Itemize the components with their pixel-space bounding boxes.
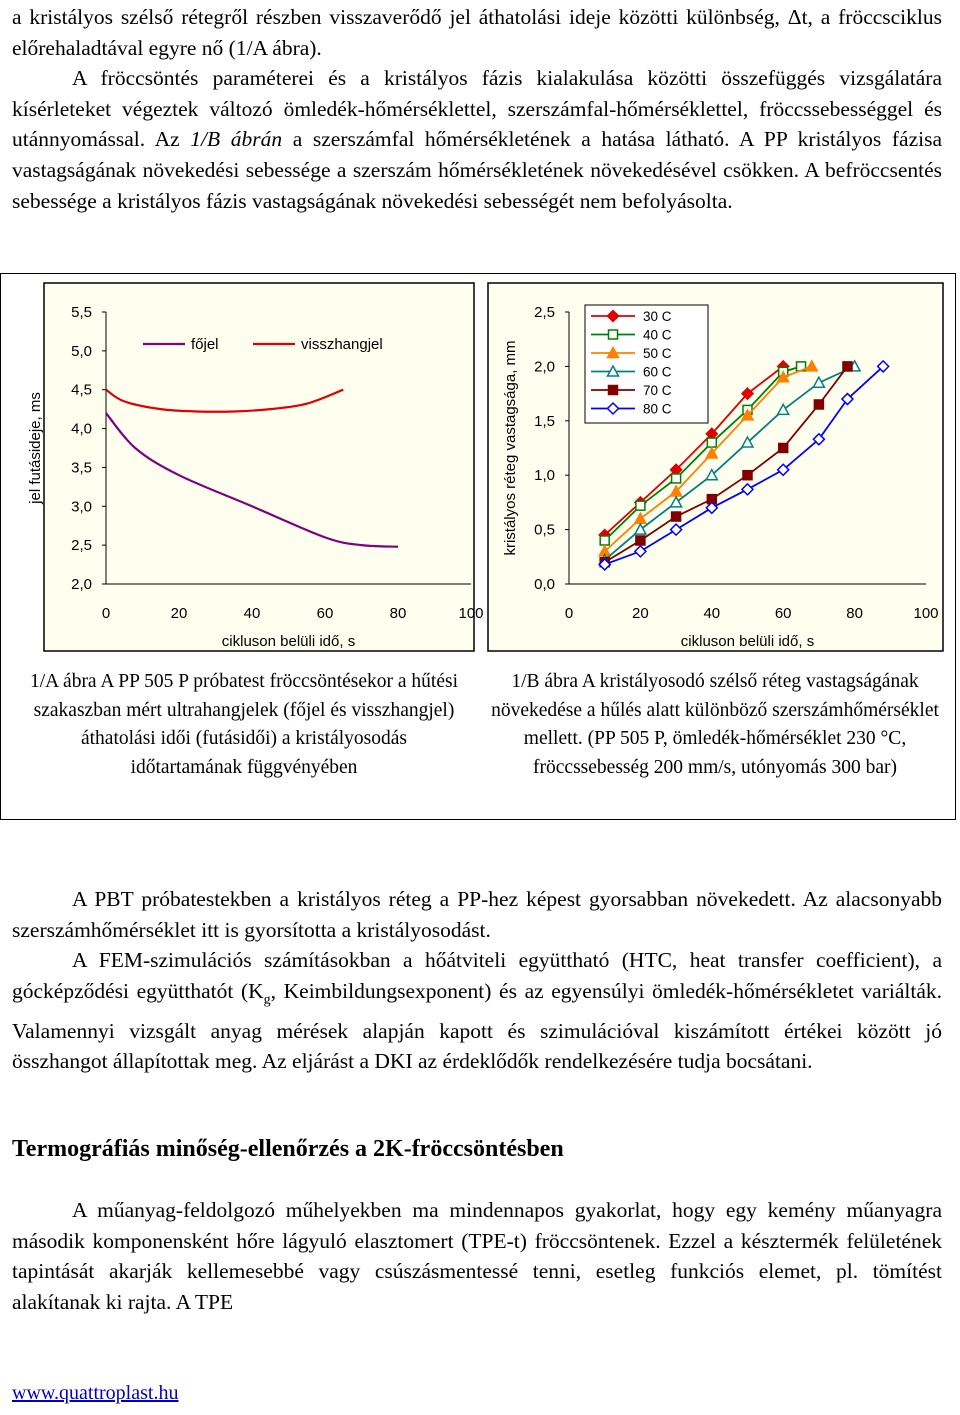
x-tick-label: 100 bbox=[913, 605, 939, 622]
legend bbox=[585, 305, 708, 423]
y-tick-label: 5,0 bbox=[71, 342, 92, 360]
data-point bbox=[779, 444, 788, 453]
section-heading: Termográfiás minőség-ellenőrzés a 2K-fröccsöntésben bbox=[12, 1136, 564, 1162]
x-tick-label: 60 bbox=[316, 605, 334, 622]
data-point bbox=[609, 386, 618, 395]
website-link[interactable]: www.quattroplast.hu bbox=[12, 1382, 179, 1404]
data-point bbox=[636, 536, 645, 545]
chart-background bbox=[488, 283, 943, 651]
data-point bbox=[672, 512, 681, 521]
paragraph-4: A FEM-szimulációs számításokban a hőátviteli együttható (HTC, heat transfer coefficient), a gócképződési együtthatót ($K_g$, Keimbildungsexponent) és az egyensúlyi ömledék-hőmérsékletet variálták. Valamennyi vizsgált anyag mérések alapján kapott és szimulációval kiszámított értékei között jó összhangot állapítottak meg. Az eljárást a DKI az érdeklődők rendelkezésére tudja bocsátani. bbox=[12, 948, 942, 1074]
figure-a-caption: 1/A ábra A PP 505 P próbatest fröccsöntésekor a hűtési szakaszban mért ultrahangjelek (főjel és visszhangjel) áthatolási idői (futásidői) a kristályosodás időtartamának függvényében bbox=[29, 671, 459, 778]
legend-label: főjel bbox=[191, 336, 219, 353]
data-point bbox=[814, 400, 823, 409]
x-tick-label: 40 bbox=[703, 605, 721, 622]
y-tick-label: 2,0 bbox=[534, 358, 555, 376]
y-axis-label: kristályos réteg vastagsága, mm bbox=[502, 340, 519, 556]
y-tick-label: 2,0 bbox=[71, 576, 92, 593]
chart-b bbox=[485, 280, 947, 655]
legend-label: 60 C bbox=[643, 364, 672, 380]
paragraph-1: a kristályos szélső rétegről részben visszaverődő jel áthatolási ideje közötti különbség, Δt, a fröccsciklus előrehaladtával egyre nő (1/A ábra). bbox=[12, 5, 942, 60]
x-tick-label: 100 bbox=[458, 605, 484, 622]
data-point bbox=[843, 362, 852, 371]
x-tick-label: 0 bbox=[564, 605, 574, 622]
legend-label: 40 C bbox=[643, 327, 672, 343]
x-tick-label: 40 bbox=[243, 605, 261, 622]
y-tick-label: 2,5 bbox=[71, 537, 92, 555]
figure-reference: 1/B ábrán bbox=[190, 127, 283, 152]
data-point bbox=[600, 536, 609, 545]
body-text bbox=[12, 884, 942, 1077]
chart-background bbox=[44, 283, 474, 651]
legend-label: 50 C bbox=[643, 346, 672, 361]
y-tick-label: 2,5 bbox=[534, 304, 555, 321]
section-text bbox=[12, 1195, 942, 1317]
data-point bbox=[743, 471, 752, 480]
data-point bbox=[672, 474, 681, 483]
x-tick-label: 20 bbox=[170, 605, 188, 622]
x-tick-label: 0 bbox=[101, 605, 111, 622]
x-tick-label: 60 bbox=[774, 605, 792, 622]
paragraph-5: A műanyag-feldolgozó műhelyekben ma mindennapos gyakorlat, hogy egy kemény műanyagra második komponensként hőre lágyuló elasztomert (TPE-t) fröccsöntenek. Ezzel a késztermék felületének tapintását akarják kellemesebbé vagy csúszásmentessé tenni, esetleg funkciós elemet, pl. tömítést alakítanak ki rajta. A TPE bbox=[12, 1198, 942, 1314]
x-axis-label: cikluson belüli idő, s bbox=[680, 633, 815, 650]
legend-label: 70 C bbox=[643, 383, 672, 398]
figure-b-caption: 1/B ábra A kristályosodó szélső réteg vastagságának növekedése a hűlés alatt különböző szerszámhőmérséklet mellett. (PP 505 P, ömledék-hőmérséklet 230 °C, fröccssebesség 200 mm/s, utónyomás 300 bar) bbox=[491, 671, 939, 778]
y-tick-label: 4,0 bbox=[71, 420, 92, 438]
y-tick-label: 1,0 bbox=[534, 467, 555, 485]
x-tick-label: 80 bbox=[846, 605, 863, 622]
data-point bbox=[636, 501, 645, 510]
y-axis-label: jel futásideje, ms bbox=[27, 392, 44, 504]
x-tick-label: 20 bbox=[632, 605, 649, 622]
y-tick-label: 0,0 bbox=[534, 576, 555, 593]
y-tick-label: 3,0 bbox=[71, 498, 92, 516]
x-axis-label: cikluson belüli idő, s bbox=[221, 633, 356, 650]
data-point bbox=[609, 330, 618, 339]
paragraph-3: A PBT próbatestekben a kristályos réteg a PP-hez képest gyorsabban növekedett. Az alacsonyabb szerszámhőmérséklet itt is gyorsította a kristályosodást. bbox=[12, 887, 942, 942]
legend-label: 30 C bbox=[643, 309, 672, 324]
chart-a bbox=[18, 280, 484, 655]
y-tick-label: 3,5 bbox=[71, 459, 92, 477]
legend-label: visszhangjel bbox=[301, 336, 383, 353]
y-tick-label: 5,5 bbox=[71, 304, 92, 321]
legend-label: 80 C bbox=[643, 401, 672, 417]
y-tick-label: 4,5 bbox=[71, 381, 92, 399]
paragraph-2: A fröccsöntés paraméterei és a kristályos fázis kialakulása közötti összefüggés vizsgálatára kísérleteket végeztek változó ömledék-hőmérséklettel, szerszámfal-hőmérséklettel, fröccssebességgel és utánnyomással. Az 1/B ábrán a szerszámfal hőmérsékletének a hatása látható. A PP kristályos fázisa vastagságának növekedési sebessége a szerszám hőmérsékletének növekedésével csökken. A befröccsentés sebessége a kristályos fázis vastagságának növekedési sebességét nem befolyásolta. bbox=[12, 66, 942, 213]
x-tick-label: 80 bbox=[389, 605, 407, 622]
y-tick-label: 1,5 bbox=[534, 412, 555, 430]
data-point bbox=[707, 438, 716, 447]
y-tick-label: 0,5 bbox=[534, 521, 555, 539]
intro-text bbox=[12, 2, 942, 216]
